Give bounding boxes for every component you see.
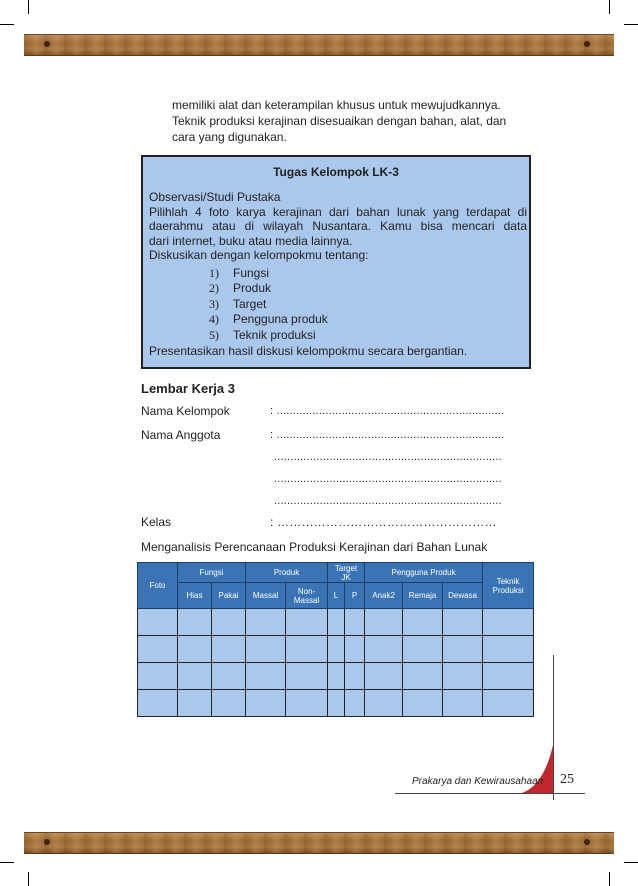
table-cell[interactable] xyxy=(138,636,178,663)
members-field[interactable]: ...................................................................... xyxy=(274,473,502,485)
table-cell[interactable] xyxy=(212,663,246,690)
book-title: Prakarya dan Kewirausahaan xyxy=(412,776,544,787)
wood-bar-bottom xyxy=(24,832,614,854)
table-cell[interactable] xyxy=(328,609,345,636)
list-item: 4) Pengguna produk xyxy=(209,312,328,326)
table-cell[interactable] xyxy=(443,609,483,636)
intro-line: memiliki alat dan keterampilan khusus untuk mewujudkannya. xyxy=(172,98,501,112)
table-cell[interactable] xyxy=(403,609,443,636)
task-paragraph-line: daerahmu atau di wilayah Nusantara. Kamu bisa mencari data xyxy=(149,219,527,233)
group-name-field[interactable]: : ...................................................................... xyxy=(270,405,505,417)
table-cell[interactable] xyxy=(286,663,328,690)
table-cell[interactable] xyxy=(443,690,483,717)
task-subtitle: Observasi/Studi Pustaka xyxy=(149,190,281,204)
table-cell[interactable] xyxy=(365,636,403,663)
header-remaja: Remaja xyxy=(403,583,443,609)
table-cell[interactable] xyxy=(178,690,212,717)
list-item: 1) Fungsi xyxy=(209,265,270,280)
table-cell[interactable] xyxy=(212,609,246,636)
members-row xyxy=(141,428,269,442)
table-cell[interactable] xyxy=(212,636,246,663)
wood-bar-top xyxy=(24,34,614,56)
task-discuss: Diskusikan dengan kelompokmu tentang: xyxy=(149,248,369,262)
table-cell[interactable] xyxy=(483,663,534,690)
task-box xyxy=(141,155,531,369)
table-cell[interactable] xyxy=(365,690,403,717)
class-label: Kelas xyxy=(141,515,172,529)
analysis-table-body xyxy=(138,609,534,717)
table-cell[interactable] xyxy=(443,636,483,663)
nail-icon xyxy=(584,41,590,47)
analysis-table xyxy=(137,562,534,717)
crop-mark xyxy=(0,24,14,25)
header-l: L xyxy=(328,583,345,609)
crop-mark xyxy=(609,0,610,14)
intro-line: Teknik produksi kerajinan disesuaikan dengan bahan, alat, dan xyxy=(172,114,507,128)
header-p: P xyxy=(345,583,365,609)
table-cell[interactable] xyxy=(328,690,345,717)
table-cell[interactable] xyxy=(483,690,534,717)
members-field[interactable]: : ...................................................................... xyxy=(270,429,505,441)
header-produk: Produk xyxy=(246,563,328,583)
task-paragraph-line: Pilihlah 4 foto karya kerajinan dari bahan lunak yang terdapat di xyxy=(149,204,527,219)
table-cell[interactable] xyxy=(286,609,328,636)
group-name-label: Nama Kelompok xyxy=(141,404,230,418)
table-cell[interactable] xyxy=(328,636,345,663)
table-cell[interactable] xyxy=(138,690,178,717)
analysis-title: Menganalisis Perencanaan Produksi Kerajinan dari Bahan Lunak xyxy=(141,540,488,554)
table-cell[interactable] xyxy=(246,609,286,636)
table-cell[interactable] xyxy=(246,636,286,663)
table-cell[interactable] xyxy=(138,663,178,690)
header-fungsi: Fungsi xyxy=(178,563,246,583)
table-cell[interactable] xyxy=(345,663,365,690)
table-cell[interactable] xyxy=(403,690,443,717)
members-field[interactable]: ...................................................................... xyxy=(274,451,502,463)
crop-mark xyxy=(0,862,14,863)
task-paragraph-line: dari internet, buku atau media lainnya. xyxy=(149,233,353,248)
intro-paragraph xyxy=(172,97,532,145)
crop-mark xyxy=(624,862,638,863)
table-cell[interactable] xyxy=(246,663,286,690)
table-cell[interactable] xyxy=(286,690,328,717)
worksheet-title: Lembar Kerja 3 xyxy=(141,381,235,396)
task-list xyxy=(209,266,527,344)
table-cell[interactable] xyxy=(483,609,534,636)
class-row xyxy=(141,515,269,529)
table-cell[interactable] xyxy=(443,663,483,690)
page-number: 25 xyxy=(560,772,574,787)
footer-rule xyxy=(395,793,585,794)
header-dewasa: Dewasa xyxy=(443,583,483,609)
class-field[interactable]: : ……………………………………………… xyxy=(270,515,497,529)
table-cell[interactable] xyxy=(403,663,443,690)
nail-icon xyxy=(584,839,590,845)
members-label: Nama Anggota xyxy=(141,428,221,442)
header-pakai: Pakai xyxy=(212,583,246,609)
table-cell[interactable] xyxy=(345,636,365,663)
table-cell[interactable] xyxy=(138,609,178,636)
table-cell[interactable] xyxy=(178,663,212,690)
table-row xyxy=(138,690,534,717)
task-footer: Presentasikan hasil diskusi kelompokmu secara bergantian. xyxy=(149,344,468,358)
table-cell[interactable] xyxy=(286,636,328,663)
nail-icon xyxy=(44,41,50,47)
table-cell[interactable] xyxy=(328,663,345,690)
nail-icon xyxy=(44,839,50,845)
table-cell[interactable] xyxy=(178,636,212,663)
intro-line: cara yang digunakan. xyxy=(172,130,287,144)
crop-mark xyxy=(28,872,29,886)
members-field[interactable]: ...................................................................... xyxy=(274,495,502,507)
list-item: 3) Target xyxy=(209,296,267,311)
crop-mark xyxy=(28,0,29,14)
crop-mark xyxy=(609,872,610,886)
list-item: 2) Produk xyxy=(209,281,272,295)
group-name-row xyxy=(141,404,269,418)
crop-mark xyxy=(624,24,638,25)
table-cell[interactable] xyxy=(403,636,443,663)
table-row xyxy=(138,609,534,636)
table-cell[interactable] xyxy=(212,690,246,717)
table-row xyxy=(138,663,534,690)
table-row xyxy=(138,636,534,663)
header-foto: Foto xyxy=(138,563,178,609)
header-pengguna: Pengguna Produk xyxy=(365,563,483,583)
header-hias: Hias xyxy=(178,583,212,609)
table-cell[interactable] xyxy=(345,609,365,636)
task-title: Tugas Kelompok LK-3 xyxy=(273,165,399,179)
table-cell[interactable] xyxy=(178,609,212,636)
table-cell[interactable] xyxy=(246,690,286,717)
header-teknik: Teknik Produksi xyxy=(483,563,534,609)
table-cell[interactable] xyxy=(365,609,403,636)
header-massal: Massal xyxy=(246,583,286,609)
table-cell[interactable] xyxy=(483,636,534,663)
header-target: Target JK xyxy=(328,563,365,583)
table-cell[interactable] xyxy=(365,663,403,690)
header-anak2: Anak2 xyxy=(365,583,403,609)
list-item: 5) Teknik produksi xyxy=(209,327,316,342)
header-nonmassal: Non- Massal xyxy=(286,583,328,609)
table-cell[interactable] xyxy=(345,690,365,717)
task-body xyxy=(149,190,527,345)
